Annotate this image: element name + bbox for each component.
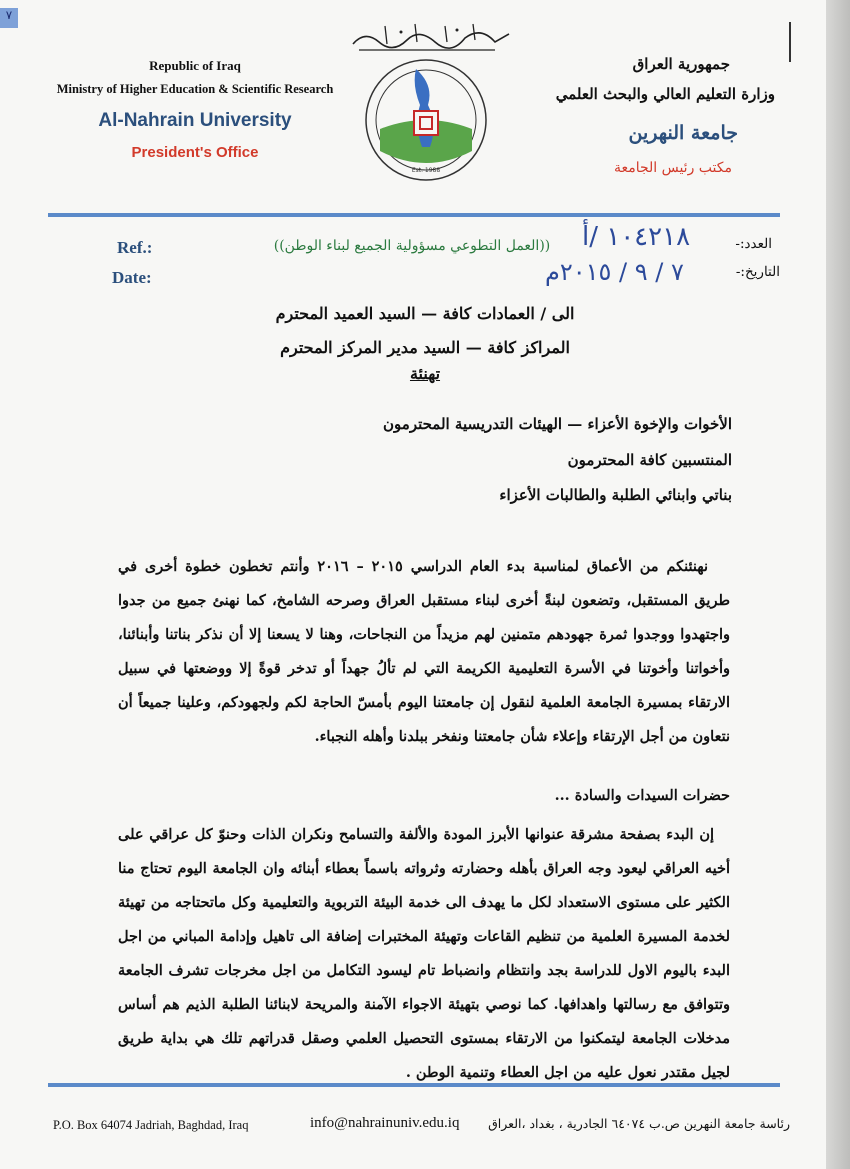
subject-title: تهنئة — [409, 364, 441, 383]
header-university-en: Al-Nahrain University — [98, 110, 292, 131]
header-ministry-ar: وزارة التعليم العالي والبحث العلمي — [555, 85, 775, 103]
greeting-line: بناتي وابنائي الطلبة والطالبات الأعزاء — [499, 486, 732, 504]
header-divider — [48, 213, 780, 217]
scan-edge — [826, 0, 850, 1169]
footer-address-ar: رئاسة جامعة النهرين ص.ب ٦٤٠٧٤ الجادرية ، بغداد ،العراق — [488, 1116, 790, 1131]
footer-email: info@nahrainuniv.edu.iq — [310, 1115, 460, 1131]
footer-divider — [48, 1083, 780, 1087]
handwritten-date: ٧ / ٩ / ٢٠١٥م — [545, 258, 684, 286]
number-label-ar: العدد:- — [735, 236, 772, 252]
header-ministry-en: Ministry of Higher Education & Scientific Research — [56, 82, 334, 96]
body-paragraph-1: نهنئنكم من الأعماق لمناسبة بدء العام الدراسي ٢٠١٥ – ٢٠١٦ وأنتم تخطون خطوة أخرى في طريق المستقبل، وتضعون لبنةً أخرى لبناء مستقبل العراق وصرحه الشامخ، كما نهنئ جميع من جدوا واجتهدوا ووجدوا ثمرة جهودهم متمنين لهم مزيداً من النجاحات، وهنا لا يسعنا إلا أن نذكر بناتنا وأبنائنا، وأخواتنا وأخوتنا في الأسرة التعليمية الكريمة التي لم تألُ جهداً أو تدخر قوةً إلا ووضعتها في سبيل الارتقاء بمسيرة الجامعة العلمية لنقول إن جامعتنا اليوم بأمسّ الحاجة لكم ولجهودكم، وعلينا جميعاً أن نتعاون من أجل الإرتقاء وإعلاء شأن جامعتنا ونفخر ببلدنا وأهله النجباء. — [118, 558, 730, 745]
header-country-ar: جمهورية العراق — [632, 55, 730, 73]
salutation: حضرات السيدات والسادة ... — [554, 787, 730, 804]
date-label: Date: — [112, 268, 152, 287]
ref-label: Ref.: — [117, 238, 153, 257]
header-office-en: President's Office — [131, 144, 259, 161]
slogan: ((العمل التطوعي مسؤولية الجميع لبناء الوطن)) — [273, 238, 551, 254]
addressee-line-1: الى / العمادات كافة — السيد العميد المحترم — [275, 304, 575, 323]
header-country-en: Republic of Iraq — [149, 58, 241, 73]
university-logo — [356, 55, 496, 185]
header-office-ar: مكتب رئيس الجامعة — [613, 160, 732, 176]
body-paragraph-2: إن البدء بصفحة مشرقة عنوانها الأبرز المودة والألفة والتسامح ونكران الذات وحنوّ كل عراقي على أخيه العراقي ليعود وجه العراق بأهله وحضارته وثرواته باسماً بعطاء أبنائه وان الجامعة اليوم تحتاج منا الكثير على مستوى الاستعداد لكل ما يهدف الى خدمة البيئة التربوية والتعليمية وكل ماتحتاجه من تهيئة لخدمة المسيرة العلمية من تنظيم القاعات وتهيئة المختبرات إضافة الى تاهيل وإدامة المباني من اجل البدء باليوم الاول للدراسة بجد وانتظام وانضباط تام ليسود التكامل من اجل مخرجات تشرف الجامعة وتتوافق مع رسالتها واهدافها. كما نوصي بتهيئة الاجواء الآمنة والمريحة لابنائنا الطلبة الذيم هم أساس مدخلات الجامعة ليتمكنوا من الارتقاء بمستوى التحصيل العلمي وصقل قدراتهم تلك هي بداية طريق لجيل مقتدر نعول عليه من اجل العطاء وتنمية الوطن . — [118, 826, 730, 1081]
footer-pobox: P.O. Box 64074 Jadriah, Baghdad, Iraq — [53, 1118, 249, 1132]
greeting-line: المنتسبين كافة المحترمون — [567, 451, 732, 469]
page-marker: ٧ — [0, 8, 18, 28]
scan-mark — [789, 22, 791, 62]
date-label-ar: التاريخ:- — [735, 264, 780, 280]
basmala-calligraphy — [345, 20, 515, 56]
header-university-ar: جامعة النهرين — [628, 122, 738, 144]
greeting-line: الأخوات والإخوة الأعزاء — الهيئات التدريسية المحترمون — [383, 415, 732, 433]
handwritten-number: ١٠٤٢١٨ /أ — [582, 222, 691, 252]
logo-year: Est. 1988 — [411, 167, 441, 174]
addressee-line-2: المراكز كافة — السيد مدير المركز المحترم — [280, 338, 570, 357]
